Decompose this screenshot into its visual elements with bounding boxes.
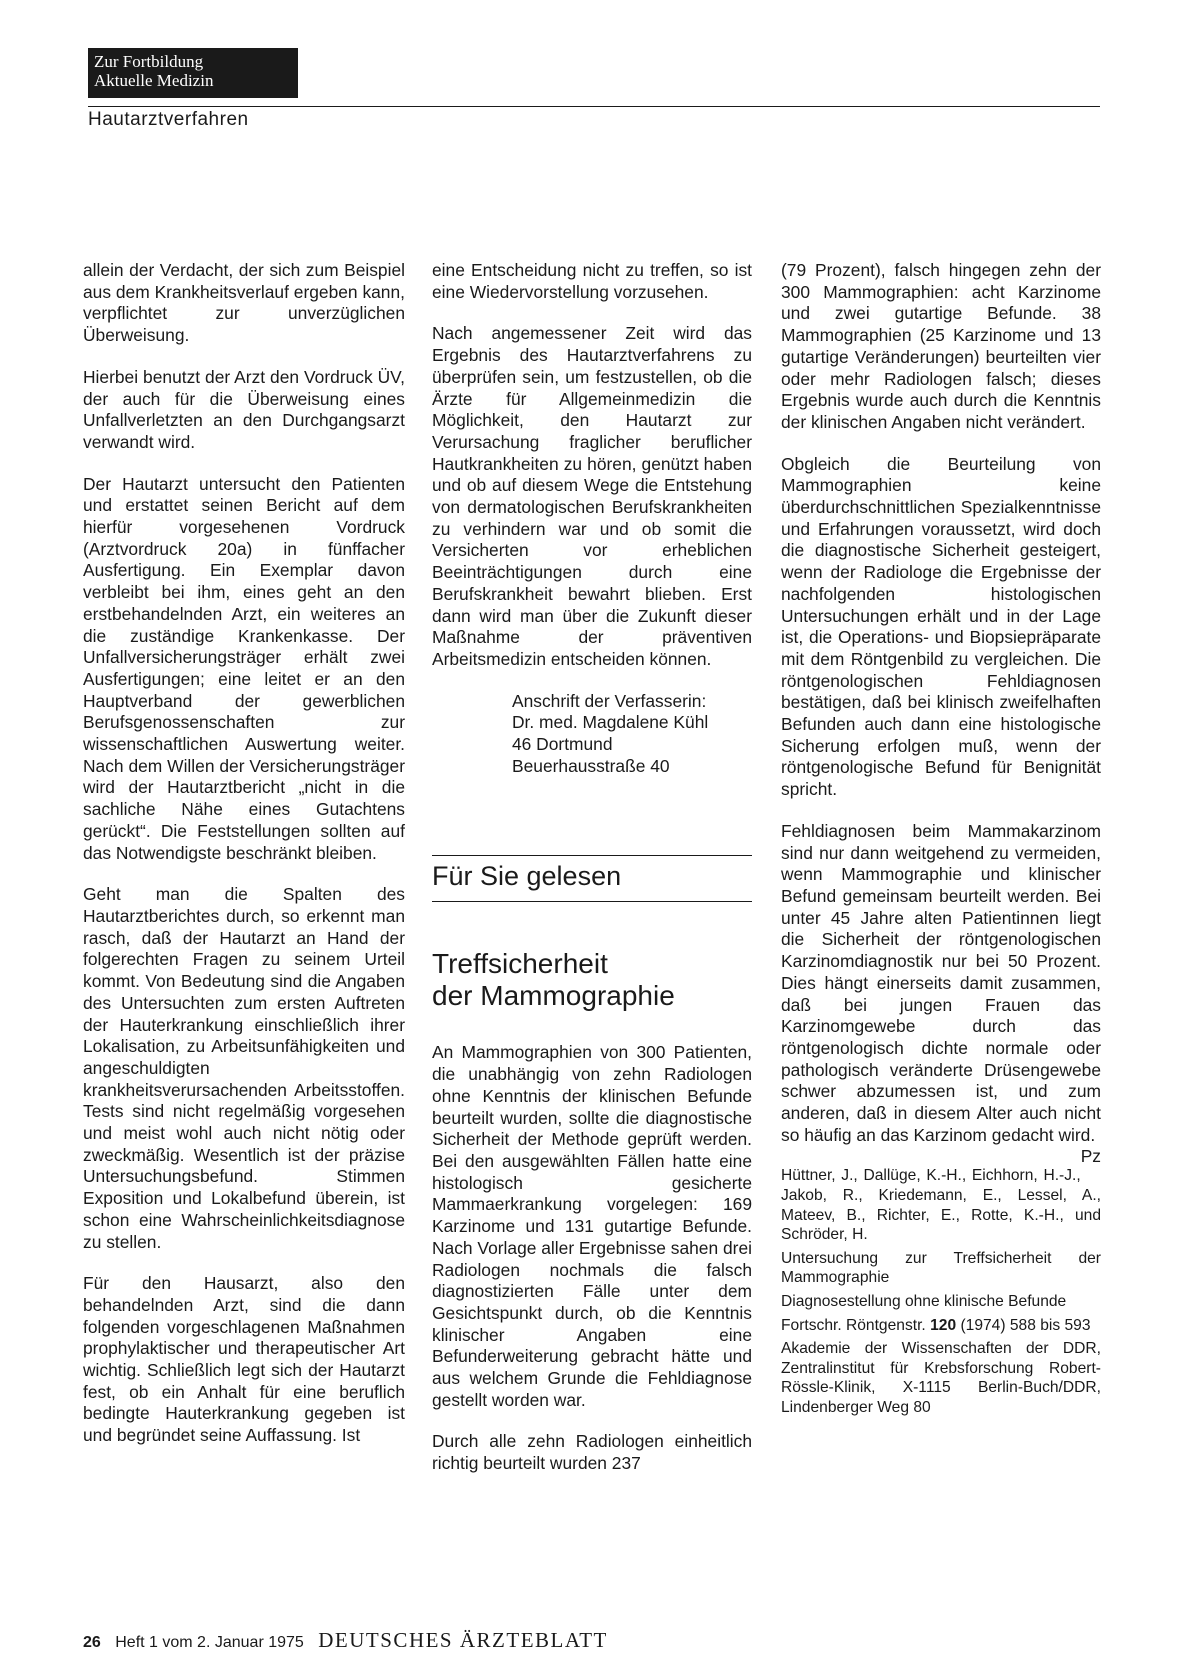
paragraph: Der Hautarzt untersucht den Patienten und erstattet seinen Bericht auf dem hierfür vorgesehenen Vordruck (Arztvordruck 20a) in fünffacher Ausfertigung. Ein Exemplar davon verbleibt bei ihm, eines geht an den erstbehandelnden Arzt, ein weiteres an die zuständige Krankenkasse. Der Unfallversicherungsträger erhält zwei Ausfertigungen; eine leitet er an den Hauptverband der gewerblichen Berufsgenossenschaften zur wissenschaftlichen Auswertung weiter. Nach dem Willen der Versicherungsträger wird der Hautarztbericht „nicht in die sachliche Nähe eines Gutachtens gerückt“. Die Feststellungen sollten auf das Notwendigste beschränkt bleiben. [83,473,405,863]
page-footer [83,1628,608,1653]
rubric-line-1: Zur Fortbildung [94,52,204,71]
rubric-rule-bottom [432,901,752,902]
rubric-heading: Für Sie gelesen [432,861,622,892]
address-line: 46 Dortmund [512,734,613,755]
column-2 [432,260,752,1495]
reference-authors: Hüttner, J., Dallüge, K.-H., Eichhorn, H.-J., Jakob, R., Kriedemann, E., Lessel, A., Mateev, B., Richter, E., Rotte, K.-H., und Schröder, H. [781,1167,1101,1244]
paragraph: Geht man die Spalten des Hautarztberichtes durch, so erkennt man rasch, daß der Hautarzt an Hand der folgerechten Fragen zu seinem Urteil kommt. Von Bedeutung sind die Angaben des Untersuchten zum ersten Auftreten der Hauterkrankung einschließlich ihrer Lokalisation, zu Arbeitsunfähigkeiten und angeschuldigten krankheitsverursachenden Arbeitsstoffen. Tests sind nicht regelmäßig vorgesehen und meist wohl auch nicht nötig oder zweckmäßig. Wesentlich ist der präzise Untersuchungsbefund. Stimmen Exposition und Lokalbefund überein, ist schon eine Wahrscheinlichkeitsdiagnose zu stellen. [83,884,405,1252]
paragraph-signed [781,820,1101,1167]
rubric-rule-top [432,855,752,856]
article-headline [432,948,752,1012]
author-initials: Pz [1080,1146,1101,1167]
address-line: Beuerhausstraße 40 [512,755,670,776]
journal-pages: (1974) 588 bis 593 [960,1316,1091,1334]
journal-name: Fortschr. Röntgenstr. [781,1316,926,1334]
issue-info: Heft 1 vom 2. Januar 1975 [115,1634,304,1651]
address-line: Anschrift der Verfasserin: [512,690,707,711]
journal-volume: 120 [930,1316,957,1334]
reference-subtitle: Diagnosestellung ohne klinische Befunde [781,1292,1067,1310]
paragraph: (79 Prozent), falsch hingegen zehn der 300 Mammographien: acht Karzinome und zwei gutartige Befunde. 38 Mammographien (25 Karzinome und 13 gutartige Veränderungen) beurteilten vier oder mehr Radiologen falsch; dieses Ergebnis wurde auch durch die Kenntnis der klinischen Angaben nicht verändert. [781,260,1101,432]
journal-title: DEUTSCHES ÄRZTEBLATT [318,1628,608,1652]
column-1 [83,260,405,1467]
column-3 [781,260,1101,1422]
paragraph: allein der Verdacht, der sich zum Beispiel aus dem Krankheitsverlauf ergeben kann, verpflichtet zur unverzüglichen Überweisung. [83,260,405,346]
reference-journal [781,1316,1101,1336]
paragraph: Durch alle zehn Radiologen einheitlich richtig beurteilt wurden 237 [432,1431,752,1474]
paragraph: Obgleich die Beurteilung von Mammographien keine überdurchschnittlichen Spezialkenntnisse und Erfahrungen voraussetzt, wird doch die diagnostische Sicherheit gesteigert, wenn der Radiologe die Ergebnisse der nachfolgenden histologischen Untersuchungen erhält und in der Lage ist, die Operations- und Biopsiepräparate mit dem Röntgenbild zu vergleichen. Die röntgenologischen Fehldiagnosen bestätigen, daß bei klinisch zweifelhaften Befunden auch dann eine histologische Sicherung erfolgen muß, wenn der röntgenologische Befund für Benignität spricht. [781,453,1101,800]
address-line: Dr. med. Magdalene Kühl [512,712,709,733]
header-rule [88,106,1100,107]
paragraph: Nach angemessener Zeit wird das Ergebnis des Hautarztverfahrens zu überprüfen sein, um festzustellen, ob die Ärzte für Allgemeinmedizin die Möglichkeit, den Hautarzt zur Verursachung fraglicher beruflicher Hautkrankheiten zu hören, genützt haben und ob auf diesem Wege die Entstehung von dermatologischen Berufskrankheiten zu verhindern war und ob somit die Versicherten vor erheblichen Beeinträchtigungen durch eine Berufskrankheit bewahrt blieben. Erst dann wird man über die Zukunft dieser Maßnahme der präventiven Arbeitsmedizin entscheiden können. [432,323,752,669]
headline-line-2: der Mammographie [432,980,675,1012]
paragraph-text: Fehldiagnosen beim Mammakarzinom sind nur dann weitgehend zu vermeiden, wenn Mammographie und klinischer Befund gemeinsam beurteilt werden. Bei unter 45 Jahre alten Patientinnen liegt die Sicherheit der röntgenologischen Karzinomdiagnostik nur bei 50 Prozent. Dies hängt einerseits damit zusammen, daß bei jungen Frauen das Karzinomgewebe durch das röntgenologisch dichte normale oder pathologisch veränderte Drüsengewebe schwer abzumessen ist, und zum anderen, daß in diesem Alter auch nicht so häufig an das Karzinom gedacht wird. [781,820,1101,1145]
reference-block [781,1166,1101,1417]
rubric-line-2: Aktuelle Medizin [94,71,214,90]
paragraph: eine Entscheidung nicht zu treffen, so ist eine Wiedervorstellung vorzusehen. [432,260,752,302]
paragraph: Hierbei benutzt der Arzt den Vordruck ÜV, der auch für die Überweisung eines Unfallverletzten an den Durchgangsarzt verwandt wird. [83,366,405,452]
reference-affiliation: Akademie der Wissenschaften der DDR, Zentralinstitut für Krebsforschung Robert-Rössle-Klinik, X-1115 Berlin-Buch/DDR, Lindenberger Weg 80 [781,1340,1101,1416]
section-title: Hautarztverfahren [88,109,249,130]
headline-line-1: Treffsicherheit [432,948,608,980]
reference-title: Untersuchung zur Treffsicherheit der Mammographie [781,1249,1101,1287]
author-address [512,691,752,778]
rubric-box [88,48,298,98]
paragraph: An Mammographien von 300 Patienten, die unabhängig von zehn Radiologen ohne Kenntnis der klinischen Befunde beurteilt wurden, sollte die diagnostische Sicherheit der Methode geprüft werden. Bei den ausgewählten Fällen hatte eine histologisch gesicherte Mammaerkrankung vorgelegen: 169 Karzinome und 131 gutartige Befunde. Nach Vorlage aller Ergebnisse sahen drei Radiologen nochmals die falsch diagnostizierten Fälle unter dem Gesichtspunkt durch, ob die Kenntnis klinischer Angaben eine Befunderweiterung gebracht hätte und aus welchem Grunde die Fehldiagnose gestellt worden war. [432,1042,752,1410]
paragraph: Für den Hausarzt, also den behandelnden Arzt, sind die dann folgenden vorgeschlagenen Maßnahmen prophylaktischer und therapeutischer Art wichtig. Schließlich legt sich der Hautarzt fest, ob ein Anhalt für eine beruflich bedingte Hauterkrankung gegeben ist und begründet seine Auffassung. Ist [83,1273,405,1446]
page-number: 26 [83,1634,101,1651]
